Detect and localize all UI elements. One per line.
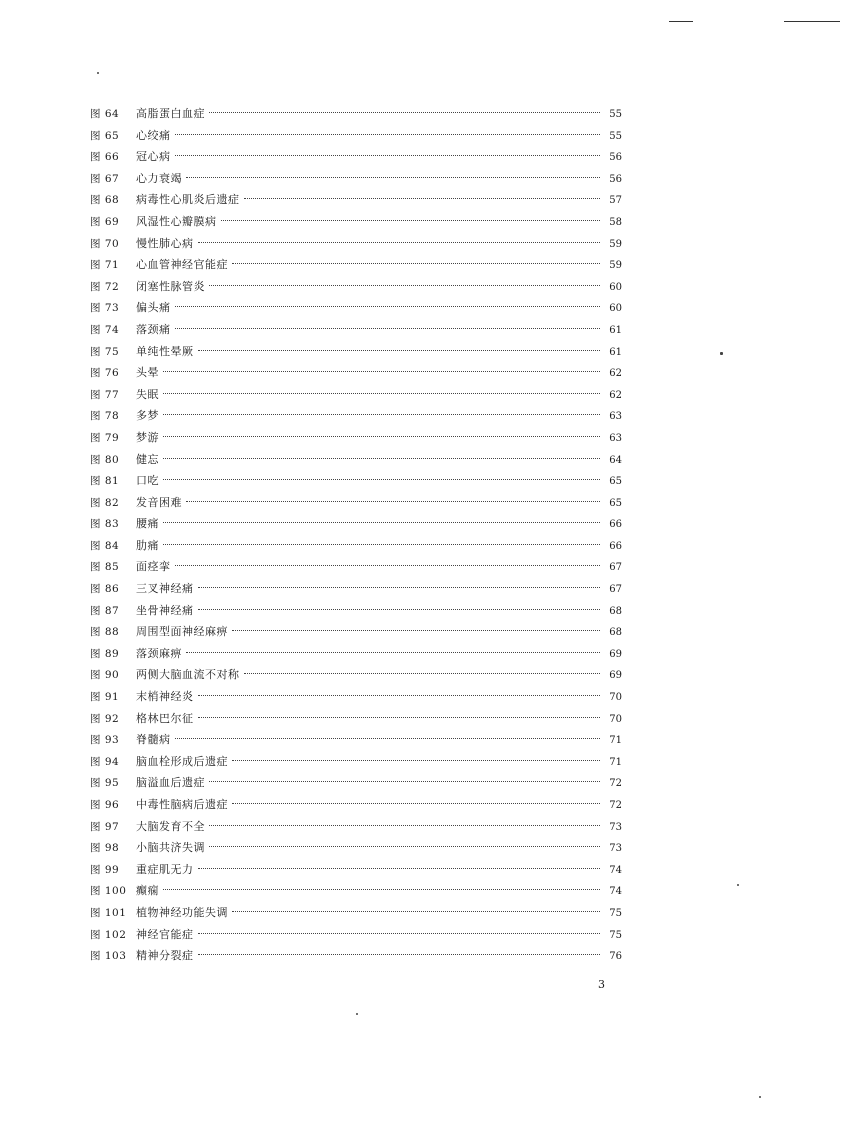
dot-leader bbox=[163, 414, 600, 415]
toc-entry bbox=[90, 708, 622, 730]
entry-page-number: 75 bbox=[609, 907, 622, 919]
figure-number: 图 73 bbox=[90, 302, 120, 315]
figure-number: 图 67 bbox=[90, 172, 120, 185]
dot-leader bbox=[163, 522, 600, 523]
entry-title: 神经官能症 bbox=[136, 927, 194, 941]
figure-number: 图 81 bbox=[90, 475, 120, 488]
figure-number: 图 94 bbox=[90, 755, 120, 768]
entry-page-number: 65 bbox=[609, 476, 622, 488]
entry-title: 落颈麻痹 bbox=[136, 646, 182, 660]
dot-leader bbox=[198, 609, 601, 610]
dot-leader bbox=[175, 155, 601, 156]
figure-number: 图 78 bbox=[90, 410, 120, 423]
dot-leader bbox=[163, 479, 600, 480]
toc-entry bbox=[90, 880, 622, 902]
entry-page-number: 55 bbox=[609, 109, 622, 120]
entry-page-number: 71 bbox=[609, 756, 622, 768]
entry-page-number: 63 bbox=[609, 432, 622, 444]
figure-number: 图 80 bbox=[90, 453, 120, 466]
entry-page-number: 72 bbox=[609, 800, 622, 811]
figure-number: 图 70 bbox=[90, 237, 120, 250]
dot-leader bbox=[209, 846, 600, 847]
figure-number: 图 74 bbox=[90, 323, 120, 336]
figure-number: 图 76 bbox=[90, 367, 120, 380]
entry-page-number: 62 bbox=[609, 389, 622, 401]
figure-number: 图 90 bbox=[90, 669, 120, 682]
toc-entry bbox=[90, 924, 622, 946]
entry-title: 脑血栓形成后遗症 bbox=[136, 754, 228, 768]
entry-page-number: 60 bbox=[609, 281, 622, 293]
entry-page-number: 67 bbox=[609, 584, 622, 596]
entry-title: 梦游 bbox=[136, 430, 159, 444]
toc-entry bbox=[90, 146, 622, 168]
entry-page-number: 69 bbox=[609, 648, 622, 660]
toc-entry bbox=[90, 643, 622, 665]
entry-title: 脑溢血后遗症 bbox=[136, 776, 205, 790]
figure-number: 图 98 bbox=[90, 842, 120, 855]
entry-page-number: 73 bbox=[609, 843, 622, 855]
figure-number: 图 91 bbox=[90, 691, 120, 704]
toc-entry bbox=[90, 729, 622, 751]
toc-entry bbox=[90, 449, 622, 471]
dot-leader bbox=[186, 177, 600, 178]
entry-title: 闭塞性脉管炎 bbox=[136, 279, 205, 293]
entry-title: 肋痛 bbox=[136, 538, 159, 552]
scan-speck bbox=[759, 1096, 761, 1098]
entry-title: 口吃 bbox=[136, 474, 159, 488]
dot-leader bbox=[163, 544, 600, 545]
entry-title: 落颈痛 bbox=[136, 322, 171, 336]
toc-entry bbox=[90, 341, 622, 363]
entry-title: 心血管神经官能症 bbox=[136, 258, 228, 272]
figure-number: 图 66 bbox=[90, 151, 120, 164]
figure-number: 图 102 bbox=[90, 928, 127, 941]
entry-page-number: 71 bbox=[609, 735, 622, 747]
dot-leader bbox=[232, 911, 600, 912]
entry-title: 高脂蛋白血症 bbox=[136, 107, 205, 120]
toc-entry bbox=[90, 319, 622, 341]
dot-leader bbox=[198, 868, 601, 869]
figure-number: 图 82 bbox=[90, 496, 120, 509]
figure-number: 图 79 bbox=[90, 431, 120, 444]
dot-leader bbox=[198, 350, 601, 351]
dot-leader bbox=[209, 825, 600, 826]
entry-page-number: 55 bbox=[609, 130, 622, 142]
entry-page-number: 75 bbox=[609, 929, 622, 941]
figure-number: 图 88 bbox=[90, 626, 120, 639]
figure-number: 图 101 bbox=[90, 906, 127, 919]
figure-number: 图 71 bbox=[90, 259, 120, 272]
entry-page-number: 58 bbox=[609, 216, 622, 228]
dot-leader bbox=[232, 760, 600, 761]
scan-mark bbox=[669, 21, 693, 22]
dot-leader bbox=[209, 285, 600, 286]
entry-page-number: 63 bbox=[609, 411, 622, 423]
dot-leader bbox=[163, 458, 600, 459]
entry-page-number: 59 bbox=[609, 260, 622, 272]
entry-title: 末梢神经炎 bbox=[136, 690, 194, 704]
entry-title: 大脑发育不全 bbox=[136, 819, 205, 833]
dot-leader bbox=[198, 242, 601, 243]
dot-leader bbox=[186, 652, 600, 653]
dot-leader bbox=[175, 134, 601, 135]
figure-number: 图 92 bbox=[90, 712, 120, 725]
toc-entry bbox=[90, 902, 622, 924]
figure-number: 图 85 bbox=[90, 561, 120, 574]
figure-number: 图 100 bbox=[90, 885, 127, 898]
figure-number: 图 84 bbox=[90, 539, 120, 552]
entry-page-number: 65 bbox=[609, 497, 622, 509]
toc-entry bbox=[90, 211, 622, 233]
toc-entry bbox=[90, 621, 622, 643]
toc-entry bbox=[90, 470, 622, 492]
toc-entry bbox=[90, 578, 622, 600]
entry-page-number: 70 bbox=[609, 713, 622, 725]
page-number: 3 bbox=[598, 978, 605, 991]
dot-leader bbox=[163, 371, 600, 372]
entry-page-number: 66 bbox=[609, 540, 622, 552]
figure-number: 图 65 bbox=[90, 129, 120, 142]
figure-number: 图 86 bbox=[90, 583, 120, 596]
figure-number: 图 77 bbox=[90, 388, 120, 401]
toc-entry bbox=[90, 362, 622, 384]
toc-entry bbox=[90, 535, 622, 557]
entry-page-number: 72 bbox=[609, 778, 622, 790]
toc-entry bbox=[90, 794, 622, 816]
toc-entry bbox=[90, 816, 622, 838]
dot-leader bbox=[198, 717, 601, 718]
entry-title: 冠心病 bbox=[136, 150, 171, 164]
figure-number: 图 72 bbox=[90, 280, 120, 293]
entry-page-number: 69 bbox=[609, 670, 622, 682]
dot-leader bbox=[209, 112, 600, 113]
entry-page-number: 56 bbox=[609, 152, 622, 164]
dot-leader bbox=[244, 198, 601, 199]
entry-title: 重症肌无力 bbox=[136, 862, 194, 876]
entry-page-number: 67 bbox=[609, 562, 622, 574]
dot-leader bbox=[209, 781, 600, 782]
figure-number: 图 68 bbox=[90, 194, 120, 207]
toc-entry bbox=[90, 513, 622, 535]
figure-number: 图 69 bbox=[90, 215, 120, 228]
scan-speck bbox=[97, 72, 99, 74]
entry-title: 偏头痛 bbox=[136, 301, 171, 315]
entry-page-number: 56 bbox=[609, 173, 622, 185]
entry-title: 中毒性脑病后遗症 bbox=[136, 798, 228, 811]
figure-number: 图 93 bbox=[90, 734, 120, 747]
entry-page-number: 68 bbox=[609, 605, 622, 617]
entry-page-number: 73 bbox=[609, 821, 622, 833]
dot-leader bbox=[186, 501, 600, 502]
toc-entry bbox=[90, 837, 622, 859]
figure-number: 图 96 bbox=[90, 799, 120, 811]
figure-number: 图 83 bbox=[90, 518, 120, 531]
figure-number: 图 103 bbox=[90, 950, 127, 963]
dot-leader bbox=[244, 673, 601, 674]
dot-leader bbox=[221, 220, 601, 221]
entry-title: 植物神经功能失调 bbox=[136, 905, 228, 919]
figure-number: 图 99 bbox=[90, 863, 120, 876]
dot-leader bbox=[198, 954, 601, 955]
entry-page-number: 76 bbox=[609, 951, 622, 963]
entry-title: 癫痫 bbox=[136, 884, 159, 898]
dot-leader bbox=[232, 803, 600, 804]
entry-title: 小脑共济失调 bbox=[136, 841, 205, 855]
entry-page-number: 59 bbox=[609, 238, 622, 250]
entry-title: 格林巴尔征 bbox=[136, 711, 194, 725]
entry-title: 腰痛 bbox=[136, 517, 159, 531]
dot-leader bbox=[198, 933, 601, 934]
entry-title: 单纯性晕厥 bbox=[136, 344, 194, 358]
entry-page-number: 74 bbox=[609, 886, 622, 898]
entry-title: 两侧大脑血流不对称 bbox=[136, 668, 240, 682]
entry-title: 脊髓病 bbox=[136, 733, 171, 747]
entry-page-number: 68 bbox=[609, 627, 622, 639]
toc-entry bbox=[90, 600, 622, 622]
entry-title: 失眠 bbox=[136, 387, 159, 401]
toc-entry bbox=[90, 125, 622, 147]
scan-mark bbox=[784, 21, 840, 22]
toc-entry bbox=[90, 297, 622, 319]
entry-page-number: 66 bbox=[609, 519, 622, 531]
dot-leader bbox=[232, 630, 600, 631]
dot-leader bbox=[163, 436, 600, 437]
dot-leader bbox=[175, 328, 601, 329]
toc-entry bbox=[90, 103, 622, 125]
entry-title: 健忘 bbox=[136, 452, 159, 466]
toc-entry bbox=[90, 384, 622, 406]
toc-entry bbox=[90, 772, 622, 794]
dot-leader bbox=[163, 393, 600, 394]
toc-entry bbox=[90, 686, 622, 708]
entry-title: 心力衰竭 bbox=[136, 171, 182, 185]
figure-number: 图 87 bbox=[90, 604, 120, 617]
table-of-contents bbox=[90, 103, 622, 967]
entry-title: 慢性肺心病 bbox=[136, 236, 194, 250]
entry-page-number: 61 bbox=[609, 346, 622, 358]
entry-page-number: 60 bbox=[609, 303, 622, 315]
figure-number: 图 89 bbox=[90, 647, 120, 660]
toc-entry bbox=[90, 751, 622, 773]
toc-entry bbox=[90, 945, 622, 967]
toc-entry bbox=[90, 492, 622, 514]
figure-number: 图 75 bbox=[90, 345, 120, 358]
toc-entry bbox=[90, 233, 622, 255]
figure-number: 图 95 bbox=[90, 777, 120, 790]
dot-leader bbox=[198, 587, 601, 588]
entry-page-number: 61 bbox=[609, 324, 622, 336]
entry-title: 多梦 bbox=[136, 409, 159, 423]
toc-entry bbox=[90, 276, 622, 298]
entry-title: 三叉神经痛 bbox=[136, 582, 194, 596]
dot-leader bbox=[232, 263, 600, 264]
toc-entry bbox=[90, 168, 622, 190]
entry-title: 坐骨神经痛 bbox=[136, 603, 194, 617]
toc-entry bbox=[90, 556, 622, 578]
scan-speck bbox=[720, 352, 723, 355]
toc-entry bbox=[90, 254, 622, 276]
figure-number: 图 97 bbox=[90, 820, 120, 833]
entry-title: 面痉挛 bbox=[136, 560, 171, 574]
figure-number: 图 64 bbox=[90, 108, 120, 120]
entry-page-number: 70 bbox=[609, 692, 622, 704]
dot-leader bbox=[163, 889, 600, 890]
dot-leader bbox=[175, 306, 601, 307]
toc-entry bbox=[90, 859, 622, 881]
toc-entry bbox=[90, 427, 622, 449]
dot-leader bbox=[175, 565, 601, 566]
entry-title: 精神分裂症 bbox=[136, 949, 194, 963]
entry-title: 周围型面神经麻痹 bbox=[136, 625, 228, 639]
entry-title: 风湿性心瓣膜病 bbox=[136, 214, 217, 228]
scan-speck bbox=[737, 884, 739, 886]
entry-page-number: 57 bbox=[609, 195, 622, 207]
entry-title: 头晕 bbox=[136, 366, 159, 380]
entry-page-number: 64 bbox=[609, 454, 622, 466]
scan-speck bbox=[356, 1013, 358, 1015]
toc-entry bbox=[90, 664, 622, 686]
toc-entry bbox=[90, 189, 622, 211]
toc-entry bbox=[90, 405, 622, 427]
dot-leader bbox=[198, 695, 601, 696]
entry-title: 病毒性心肌炎后遗症 bbox=[136, 193, 240, 207]
entry-page-number: 62 bbox=[609, 368, 622, 380]
entry-page-number: 74 bbox=[609, 864, 622, 876]
dot-leader bbox=[175, 738, 601, 739]
entry-title: 心绞痛 bbox=[136, 128, 171, 142]
entry-title: 发音困难 bbox=[136, 495, 182, 509]
